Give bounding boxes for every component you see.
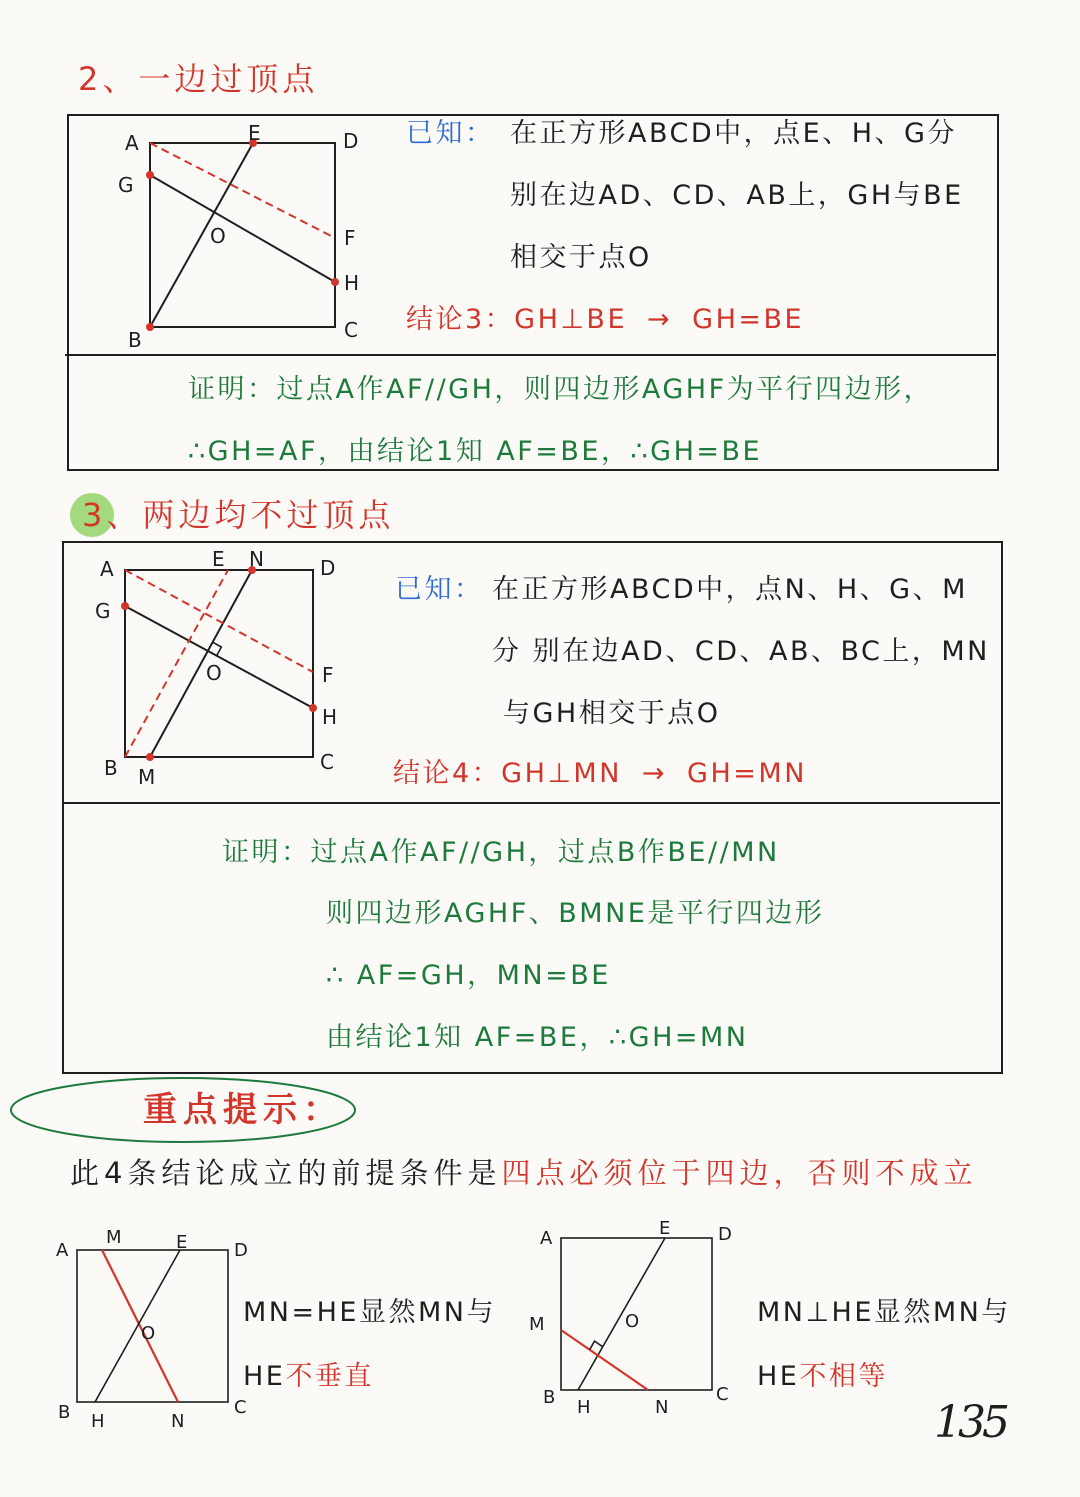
- example1-line-2-emphasis: 不垂直: [285, 1361, 374, 1392]
- example2-line-1: MN⊥HE显然MN与: [757, 1297, 1011, 1328]
- label-o: O: [210, 224, 226, 248]
- section3-frame: [63, 542, 1002, 1073]
- label-g: G: [118, 173, 134, 197]
- section2-given-label: 已知：: [406, 118, 495, 149]
- label-c: C: [344, 318, 358, 342]
- label-b: B: [58, 1402, 71, 1423]
- section3-conclusion: [393, 758, 807, 790]
- label-h: H: [91, 1411, 105, 1432]
- label-g: G: [95, 599, 111, 623]
- label-d: D: [343, 129, 359, 153]
- label-h: H: [577, 1397, 591, 1418]
- label-b: B: [128, 328, 142, 352]
- arrow-icon: →: [641, 758, 668, 789]
- example1-line-1: MN=HE显然MN与: [243, 1297, 496, 1328]
- label-e: E: [212, 547, 225, 571]
- right-angle-mark: [590, 1341, 603, 1350]
- point-g-dot: [146, 171, 154, 179]
- label-e: E: [659, 1218, 671, 1239]
- segment-eh: [578, 1238, 665, 1390]
- label-c: C: [320, 750, 334, 774]
- point-m-dot: [146, 753, 154, 761]
- label-a: A: [125, 131, 139, 155]
- point-g-dot: [121, 602, 129, 610]
- conclusion-label: 结论4：GH⊥MN: [393, 758, 622, 789]
- section2-conclusion: [406, 304, 804, 336]
- label-a: A: [100, 557, 114, 581]
- example1-line-2-prefix: HE: [243, 1361, 286, 1392]
- label-m: M: [138, 765, 156, 789]
- example2-line-2-emphasis: 不相等: [799, 1361, 888, 1392]
- section2-title: 2、一边过顶点: [78, 60, 319, 98]
- example1-diagram: [56, 1227, 248, 1432]
- label-n: N: [655, 1397, 669, 1418]
- arrow-icon: →: [647, 304, 673, 335]
- segment-mn: [150, 570, 252, 757]
- label-b: B: [104, 756, 118, 780]
- section3-proof-line-3: ∴ AF=GH，MN=BE: [326, 960, 611, 991]
- label-d: D: [234, 1240, 248, 1261]
- section3-title: 3、两边均不过顶点: [82, 496, 395, 534]
- label-d: D: [718, 1224, 732, 1245]
- section3-given-line-3: 与GH相交于点O: [503, 698, 721, 729]
- conclusion-label: 结论3：GH⊥BE: [406, 304, 628, 335]
- section3-given-line-2: 分 别在边AD、CD、AB、BC上，MN: [492, 636, 990, 667]
- label-a: A: [56, 1240, 69, 1261]
- key-points-title: 重点提示：: [143, 1090, 343, 1130]
- square-abcd: [150, 143, 335, 327]
- example1-line-2: [243, 1361, 374, 1393]
- section3-given-line-1: 在正方形ABCD中，点N、H、G、M: [492, 574, 968, 605]
- label-c: C: [234, 1397, 247, 1418]
- section2-given-line-2: 别在边AD、CD、AB上，GH与BE: [510, 180, 964, 211]
- segment-be: [150, 143, 253, 327]
- example2-line-2: [757, 1361, 888, 1393]
- segment-mn: [561, 1330, 648, 1390]
- point-h-dot: [309, 704, 317, 712]
- page-number: 135: [934, 1397, 1006, 1448]
- section3-diagram: [95, 547, 337, 789]
- label-c: C: [716, 1384, 729, 1405]
- point-b-dot: [146, 323, 154, 331]
- label-f: F: [344, 226, 356, 250]
- section3-proof-line-1: 证明：过点A作AF//GH，过点B作BE//MN: [222, 837, 780, 868]
- label-d: D: [320, 556, 336, 580]
- label-o: O: [141, 1323, 156, 1344]
- section3-proof-line-4: 由结论1知 AF=BE，∴GH=MN: [326, 1022, 749, 1053]
- section2-frame: [68, 115, 998, 470]
- label-b: B: [543, 1387, 556, 1408]
- section3-proof-line-2: 则四边形AGHF、BMNE是平行四边形: [326, 898, 825, 929]
- label-a: A: [540, 1228, 553, 1249]
- label-h: H: [344, 271, 360, 295]
- premise-prefix: 此4条结论成立的前提条件是: [70, 1156, 502, 1190]
- section3-given-label: 已知：: [395, 574, 484, 605]
- example2-diagram: [529, 1218, 732, 1418]
- label-n: N: [171, 1411, 185, 1432]
- premise-line: [70, 1156, 977, 1190]
- label-e: E: [248, 121, 261, 145]
- section2-proof-line-1: 证明：过点A作AF//GH，则四边形AGHF为平行四边形，: [188, 374, 934, 405]
- point-h-dot: [331, 278, 339, 286]
- section2-given-line-1: 在正方形ABCD中，点E、H、G分: [510, 118, 957, 149]
- label-n: N: [249, 547, 264, 571]
- section2-proof-line-2: ∴GH=AF，由结论1知 AF=BE，∴GH=BE: [188, 436, 763, 467]
- section2-given-line-3: 相交于点O: [510, 242, 652, 273]
- label-e: E: [176, 1232, 188, 1253]
- label-h: H: [322, 705, 338, 729]
- label-f: F: [322, 663, 334, 687]
- conclusion-result: GH=BE: [692, 304, 805, 335]
- premise-emphasis: 四点必须位于四边，否则不成立: [501, 1156, 978, 1190]
- label-o: O: [625, 1311, 640, 1332]
- section2-diagram: [118, 121, 359, 352]
- example2-line-2-prefix: HE: [757, 1361, 800, 1392]
- label-m: M: [106, 1227, 122, 1248]
- conclusion-result: GH=MN: [687, 758, 807, 789]
- label-o: O: [206, 661, 222, 685]
- label-m: M: [529, 1314, 545, 1335]
